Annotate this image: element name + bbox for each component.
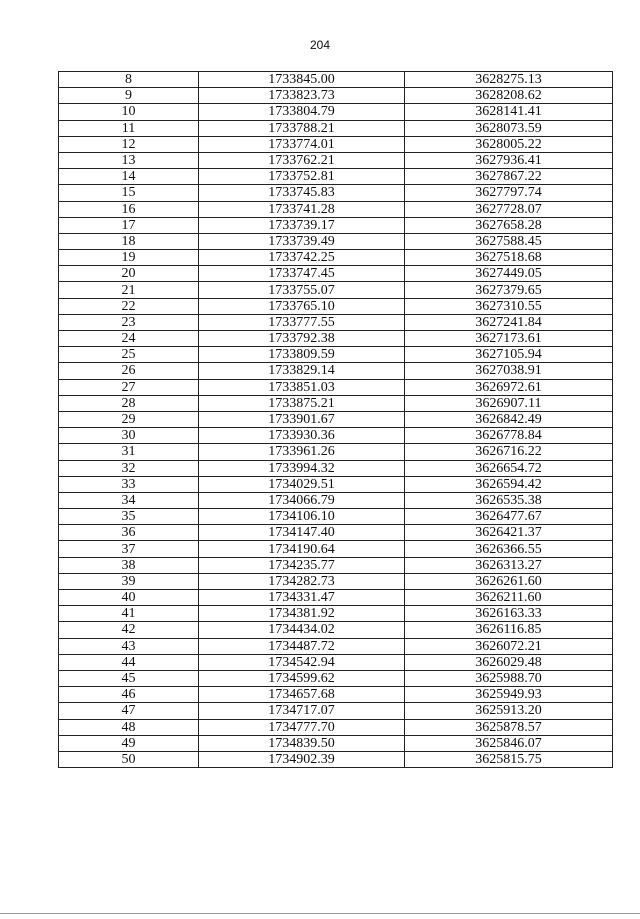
y-coordinate-cell: 3626072.21	[405, 638, 613, 654]
x-coordinate-cell: 1734190.64	[199, 541, 405, 557]
y-coordinate-cell: 3627658.28	[405, 217, 613, 233]
y-coordinate-cell: 3627449.05	[405, 266, 613, 282]
table-row	[59, 703, 613, 719]
point-number-cell: 36	[59, 525, 199, 541]
x-coordinate-cell: 1734381.92	[199, 606, 405, 622]
table-row	[59, 622, 613, 638]
x-coordinate-cell: 1733747.45	[199, 266, 405, 282]
x-coordinate-cell: 1734147.40	[199, 525, 405, 541]
table-row	[59, 735, 613, 751]
table-row	[59, 298, 613, 314]
x-coordinate-cell: 1733994.32	[199, 460, 405, 476]
table-row	[59, 363, 613, 379]
x-coordinate-cell: 1733961.26	[199, 444, 405, 460]
point-number-cell: 24	[59, 331, 199, 347]
table-row	[59, 492, 613, 508]
x-coordinate-cell: 1733752.81	[199, 169, 405, 185]
x-coordinate-cell: 1734657.68	[199, 687, 405, 703]
y-coordinate-cell: 3625988.70	[405, 670, 613, 686]
x-coordinate-cell: 1733829.14	[199, 363, 405, 379]
y-coordinate-cell: 3626116.85	[405, 622, 613, 638]
table-row	[59, 104, 613, 120]
table-row	[59, 687, 613, 703]
x-coordinate-cell: 1733792.38	[199, 331, 405, 347]
y-coordinate-cell: 3626029.48	[405, 654, 613, 670]
point-number-cell: 45	[59, 670, 199, 686]
y-coordinate-cell: 3627173.61	[405, 331, 613, 347]
table-row	[59, 541, 613, 557]
table-row	[59, 152, 613, 168]
x-coordinate-cell: 1734235.77	[199, 557, 405, 573]
table-row	[59, 347, 613, 363]
x-coordinate-cell: 1733930.36	[199, 428, 405, 444]
x-coordinate-cell: 1733742.25	[199, 250, 405, 266]
y-coordinate-cell: 3625878.57	[405, 719, 613, 735]
point-number-cell: 18	[59, 233, 199, 249]
table-row	[59, 379, 613, 395]
point-number-cell: 16	[59, 201, 199, 217]
point-number-cell: 38	[59, 557, 199, 573]
table-row	[59, 250, 613, 266]
y-coordinate-cell: 3627728.07	[405, 201, 613, 217]
point-number-cell: 35	[59, 509, 199, 525]
table-row	[59, 751, 613, 767]
y-coordinate-cell: 3626842.49	[405, 411, 613, 427]
y-coordinate-cell: 3626211.60	[405, 590, 613, 606]
table-row	[59, 654, 613, 670]
point-number-cell: 17	[59, 217, 199, 233]
y-coordinate-cell: 3628005.22	[405, 136, 613, 152]
x-coordinate-cell: 1734331.47	[199, 590, 405, 606]
point-number-cell: 11	[59, 120, 199, 136]
page-bottom-edge	[0, 913, 640, 914]
y-coordinate-cell: 3628275.13	[405, 72, 613, 88]
table-row	[59, 169, 613, 185]
x-coordinate-cell: 1733851.03	[199, 379, 405, 395]
table-row	[59, 606, 613, 622]
x-coordinate-cell: 1733788.21	[199, 120, 405, 136]
y-coordinate-cell: 3628208.62	[405, 88, 613, 104]
x-coordinate-cell: 1733762.21	[199, 152, 405, 168]
point-number-cell: 25	[59, 347, 199, 363]
table-row	[59, 201, 613, 217]
y-coordinate-cell: 3627588.45	[405, 233, 613, 249]
point-number-cell: 10	[59, 104, 199, 120]
point-number-cell: 9	[59, 88, 199, 104]
x-coordinate-cell: 1733823.73	[199, 88, 405, 104]
point-number-cell: 42	[59, 622, 199, 638]
table-row	[59, 282, 613, 298]
y-coordinate-cell: 3626778.84	[405, 428, 613, 444]
point-number-cell: 22	[59, 298, 199, 314]
y-coordinate-cell: 3626594.42	[405, 476, 613, 492]
y-coordinate-cell: 3628073.59	[405, 120, 613, 136]
point-number-cell: 19	[59, 250, 199, 266]
point-number-cell: 31	[59, 444, 199, 460]
x-coordinate-cell: 1733777.55	[199, 314, 405, 330]
y-coordinate-cell: 3625815.75	[405, 751, 613, 767]
table-row	[59, 331, 613, 347]
y-coordinate-cell: 3627936.41	[405, 152, 613, 168]
table-row	[59, 395, 613, 411]
x-coordinate-cell: 1733804.79	[199, 104, 405, 120]
table-row	[59, 476, 613, 492]
table-row	[59, 428, 613, 444]
table-row	[59, 444, 613, 460]
point-number-cell: 14	[59, 169, 199, 185]
y-coordinate-cell: 3627379.65	[405, 282, 613, 298]
y-coordinate-cell: 3627310.55	[405, 298, 613, 314]
table-row	[59, 590, 613, 606]
y-coordinate-cell: 3627797.74	[405, 185, 613, 201]
point-number-cell: 44	[59, 654, 199, 670]
point-number-cell: 20	[59, 266, 199, 282]
point-number-cell: 21	[59, 282, 199, 298]
point-number-cell: 43	[59, 638, 199, 654]
point-number-cell: 46	[59, 687, 199, 703]
page-number: 204	[309, 38, 331, 52]
y-coordinate-cell: 3626366.55	[405, 541, 613, 557]
point-number-cell: 48	[59, 719, 199, 735]
y-coordinate-cell: 3625949.93	[405, 687, 613, 703]
table-row	[59, 72, 613, 88]
x-coordinate-cell: 1733809.59	[199, 347, 405, 363]
x-coordinate-cell: 1734106.10	[199, 509, 405, 525]
point-number-cell: 13	[59, 152, 199, 168]
y-coordinate-cell: 3626163.33	[405, 606, 613, 622]
table-row	[59, 638, 613, 654]
point-number-cell: 37	[59, 541, 199, 557]
x-coordinate-cell: 1734599.62	[199, 670, 405, 686]
point-number-cell: 50	[59, 751, 199, 767]
x-coordinate-cell: 1733845.00	[199, 72, 405, 88]
y-coordinate-cell: 3626654.72	[405, 460, 613, 476]
x-coordinate-cell: 1734434.02	[199, 622, 405, 638]
x-coordinate-cell: 1733739.49	[199, 233, 405, 249]
point-number-cell: 39	[59, 573, 199, 589]
point-number-cell: 15	[59, 185, 199, 201]
coordinates-table	[58, 71, 613, 768]
point-number-cell: 30	[59, 428, 199, 444]
table-row	[59, 185, 613, 201]
table-row	[59, 266, 613, 282]
point-number-cell: 47	[59, 703, 199, 719]
x-coordinate-cell: 1734066.79	[199, 492, 405, 508]
point-number-cell: 12	[59, 136, 199, 152]
y-coordinate-cell: 3627867.22	[405, 169, 613, 185]
y-coordinate-cell: 3626477.67	[405, 509, 613, 525]
point-number-cell: 33	[59, 476, 199, 492]
table-row	[59, 460, 613, 476]
table-row	[59, 557, 613, 573]
y-coordinate-cell: 3625913.20	[405, 703, 613, 719]
point-number-cell: 29	[59, 411, 199, 427]
x-coordinate-cell: 1734282.73	[199, 573, 405, 589]
y-coordinate-cell: 3626261.60	[405, 573, 613, 589]
table-row	[59, 509, 613, 525]
table-row	[59, 719, 613, 735]
x-coordinate-cell: 1734839.50	[199, 735, 405, 751]
x-coordinate-cell: 1734902.39	[199, 751, 405, 767]
point-number-cell: 26	[59, 363, 199, 379]
x-coordinate-cell: 1734542.94	[199, 654, 405, 670]
x-coordinate-cell: 1733875.21	[199, 395, 405, 411]
y-coordinate-cell: 3626421.37	[405, 525, 613, 541]
x-coordinate-cell: 1733755.07	[199, 282, 405, 298]
x-coordinate-cell: 1733765.10	[199, 298, 405, 314]
x-coordinate-cell: 1733774.01	[199, 136, 405, 152]
point-number-cell: 8	[59, 72, 199, 88]
table-row	[59, 670, 613, 686]
table-row	[59, 120, 613, 136]
y-coordinate-cell: 3627038.91	[405, 363, 613, 379]
table-row	[59, 233, 613, 249]
y-coordinate-cell: 3627105.94	[405, 347, 613, 363]
point-number-cell: 49	[59, 735, 199, 751]
x-coordinate-cell: 1733739.17	[199, 217, 405, 233]
table-row	[59, 136, 613, 152]
point-number-cell: 27	[59, 379, 199, 395]
table-row	[59, 217, 613, 233]
point-number-cell: 28	[59, 395, 199, 411]
x-coordinate-cell: 1733745.83	[199, 185, 405, 201]
table-row	[59, 573, 613, 589]
point-number-cell: 34	[59, 492, 199, 508]
x-coordinate-cell: 1734717.07	[199, 703, 405, 719]
y-coordinate-cell: 3628141.41	[405, 104, 613, 120]
point-number-cell: 40	[59, 590, 199, 606]
table-row	[59, 411, 613, 427]
point-number-cell: 41	[59, 606, 199, 622]
y-coordinate-cell: 3626907.11	[405, 395, 613, 411]
coordinates-table-body	[59, 72, 613, 768]
y-coordinate-cell: 3627241.84	[405, 314, 613, 330]
table-row	[59, 525, 613, 541]
y-coordinate-cell: 3626313.27	[405, 557, 613, 573]
x-coordinate-cell: 1734777.70	[199, 719, 405, 735]
y-coordinate-cell: 3626972.61	[405, 379, 613, 395]
y-coordinate-cell: 3626716.22	[405, 444, 613, 460]
x-coordinate-cell: 1734029.51	[199, 476, 405, 492]
x-coordinate-cell: 1733741.28	[199, 201, 405, 217]
point-number-cell: 32	[59, 460, 199, 476]
y-coordinate-cell: 3626535.38	[405, 492, 613, 508]
table-row	[59, 88, 613, 104]
y-coordinate-cell: 3625846.07	[405, 735, 613, 751]
point-number-cell: 23	[59, 314, 199, 330]
table-row	[59, 314, 613, 330]
x-coordinate-cell: 1734487.72	[199, 638, 405, 654]
y-coordinate-cell: 3627518.68	[405, 250, 613, 266]
x-coordinate-cell: 1733901.67	[199, 411, 405, 427]
